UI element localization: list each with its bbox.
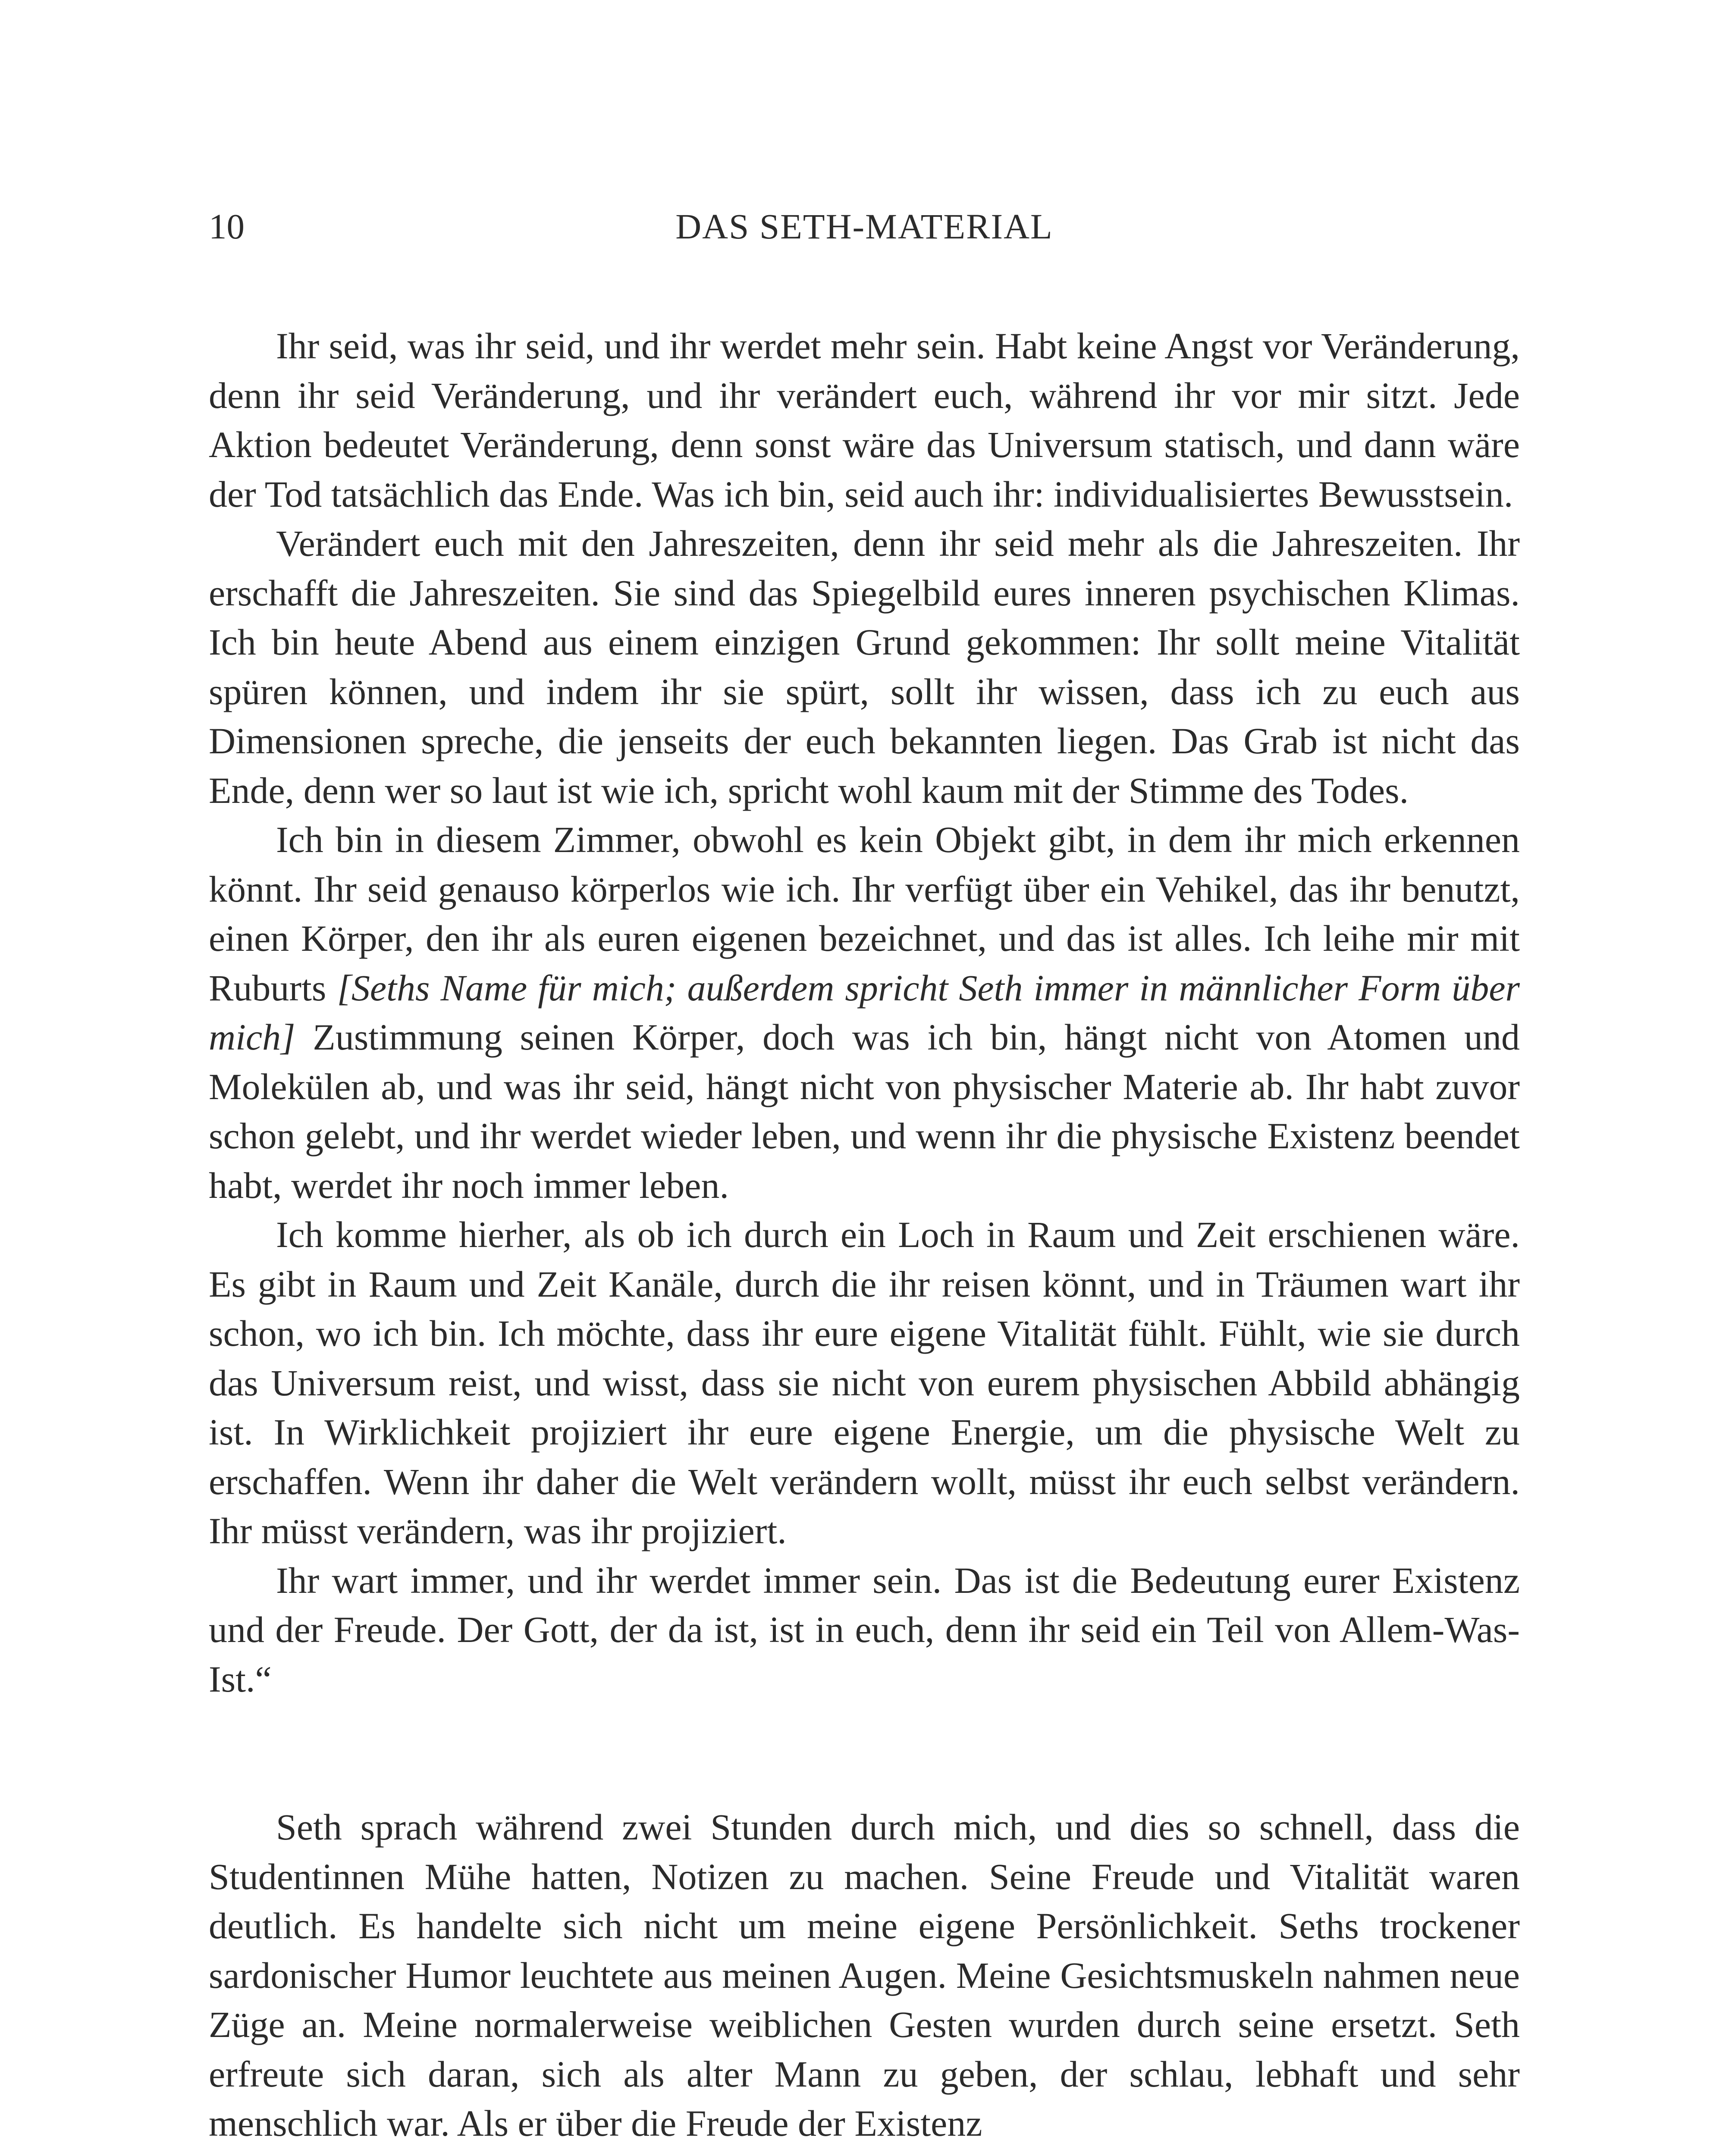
page-number: 10 — [209, 207, 245, 246]
paragraph — [209, 815, 1520, 1210]
body-text — [209, 321, 1520, 2148]
editorial-note: [Seths Name für mich; außerdem spricht Seth immer in männlicher Form über mich] — [209, 967, 1520, 1058]
paragraph: Ihr wart immer, und ihr werdet immer sein. Das ist die Bedeutung eurer Existenz und der Freude. Der Gott, der da ist, ist in euch, denn ihr seid ein Teil von Allem-Was-Ist.“ — [209, 1559, 1520, 1700]
paragraph-text: Ich bin in diesem Zimmer, obwohl es kein Objekt gibt, in dem ihr mich erkennen könnt. Ihr seid genauso körperlos wie ich. Ihr verfügt über ein Vehikel, das ihr benutzt, einen Körper, den ihr als euren eigenen bezeichnet, und das ist alles. Ich leihe mir mit Ruburts — [209, 819, 1520, 1009]
book-title: DAS SETH-MATERIAL — [675, 207, 1053, 246]
paragraph-text: Zustimmung seinen Körper, doch was ich bin, hängt nicht von Atomen und Molekülen ab, und was ihr seid, hängt nicht von physischer Materie ab. Ihr habt zuvor schon gelebt, und ihr werdet wieder leben, und wenn ihr die physische Existenz beendet habt, werdet ihr noch immer leben. — [209, 1016, 1520, 1206]
paragraph: Seth sprach während zwei Stunden durch mich, und dies so schnell, dass die Studentinnen Mühe hatten, Notizen zu machen. Seine Freude und Vitalität waren deutlich. Es handelte sich nicht um meine eigene Persönlichkeit. Seths trockener sardonischer Humor leuchtete aus meinen Augen. Meine Gesichtsmuskeln nahmen neue Züge an. Meine normalerweise weiblichen Gesten wurden durch seine ersetzt. Seth erfreute sich daran, sich als alter Mann zu geben, der schlau, lebhaft und sehr menschlich war. Als er über die Freude der Existenz — [209, 1806, 1520, 2144]
paragraph: Verändert euch mit den Jahreszeiten, denn ihr seid mehr als die Jahreszeiten. Ihr erschafft die Jahreszeiten. Sie sind das Spiegelbild eures inneren psychischen Klimas. Ich bin heute Abend aus einem einzigen Grund gekommen: Ihr sollt meine Vitalität spüren können, und indem ihr sie spürt, sollt ihr wissen, dass ich zu euch aus Dimensionen spreche, die jenseits der euch bekannten liegen. Das Grab ist nicht das Ende, denn wer so laut ist wie ich, spricht wohl kaum mit der Stimme des Todes. — [209, 523, 1520, 811]
paragraph: Ihr seid, was ihr seid, und ihr werdet mehr sein. Habt keine Angst vor Veränderung, denn ihr seid Veränderung, und ihr verändert euch, während ihr vor mir sitzt. Jede Aktion bedeutet Veränderung, denn sonst wäre das Universum statisch, und dann wäre der Tod tatsächlich das Ende. Was ich bin, seid auch ihr: individualisiertes Bewusstsein. — [209, 325, 1520, 515]
running-head — [209, 203, 1520, 250]
paragraph: Ich komme hierher, als ob ich durch ein Loch in Raum und Zeit erschienen wäre. Es gibt in Raum und Zeit Kanäle, durch die ihr reisen könnt, und in Träumen wart ihr schon, wo ich bin. Ich möchte, dass ihr eure eigene Vitalität fühlt. Fühlt, wie sie durch das Universum reist, und wisst, dass sie nicht von eurem physischen Abbild abhängig ist. In Wirklichkeit projiziert ihr eure eigene Energie, um die physische Welt zu erschaffen. Wenn ihr daher die Welt verändern wollt, müsst ihr euch selbst verändern. Ihr müsst verändern, was ihr projiziert. — [209, 1214, 1520, 1551]
